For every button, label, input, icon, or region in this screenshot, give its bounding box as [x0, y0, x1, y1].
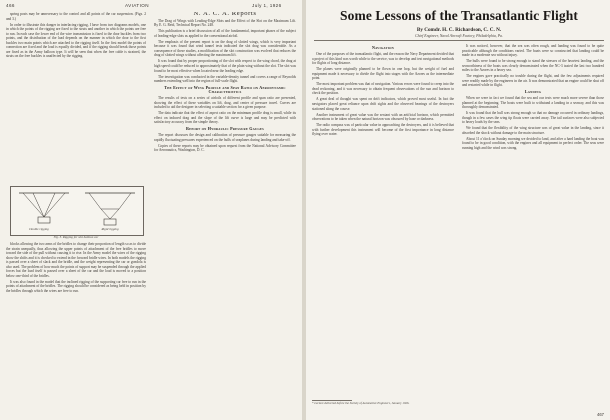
- paragraph: A great deal of thought was spent on drift indicators, which proved most useful. In fact the navigators placed great reliance upon drift sights and the observed bearings of the destroyers stationed along the course.: [312, 97, 454, 111]
- paragraph: The results of tests on a series of airfoils of different profile and span ratio are presented, showing the effect of these variables on lift, drag, and center of pressure travel. Curves are included to aid the designer in selecting a suitable section for a given purpose.: [154, 96, 296, 110]
- section-heading-landing: Landing: [524, 88, 542, 94]
- paragraph: In order to illustrate this danger in interlacing rigging, I have from two diagrams models, one in which the points of the rigging are fixed to the struts and another in which the points are free to run. In each case the lower end of the wire transmission is fixed to the door buckles from two points, and the distribution of the load depends on the manner in which the door to the first buckles two main points which are attached to the rigging itself. In the first model the points of connection are fixed and the load is equally divided, and if the rigging should break those points are fixed as in the Army balloon type. It will be seen that when the free cable is strained, the struts on the free buckles is unaffected by the rigging.: [6, 22, 146, 59]
- paragraph: When we were in fact we found that the sea and our tests were much more severe than those planned at the beginning. The boats were built to withstand a landing in a seaway, and this was thoroughly demonstrated.: [462, 95, 604, 110]
- paragraph: Copies of these reports may be obtained upon request from the National Advisory Committee for Aeronautics, Washington, D. C.: [154, 143, 296, 153]
- article-title: Some Lessons of the Transatlantic Flight: [340, 8, 578, 23]
- left-running-date: July 1, 1926: [252, 3, 282, 8]
- paragraph: spring posts may be unnecessary to the control and all points of the car suspension. (Figs. 2 and 3.): [6, 12, 146, 21]
- right-col2-text: [462, 44, 604, 408]
- paragraph: The emphasis of the present report is on the drag of slotted wings, which is very important because it was found that wind tunnel tests indicated the slot drag was considerable. As a consequence of these studies, a modification of the slot construction was evolved that reduces the drag of slotted wings without affecting the maximum lift.: [154, 39, 296, 58]
- right-page: [306, 0, 610, 420]
- figure-label-left: Double rigging: [29, 227, 49, 231]
- paragraph: The data indicate that the effect of aspect ratio on the minimum profile drag is small, while its effect on induced drag and the slope of the lift curve is large and may be predicted with satisfactory accuracy from the simple theory.: [154, 111, 296, 125]
- article-byline: By Comdr. H. C. Richardson, C. C. N.: [416, 27, 502, 33]
- paragraph: The report discusses the design and calibration of pressure gauges suitable for measuring the rapidly fluctuating pressures experienced on the hulls of seaplanes during landing and take-off.: [154, 133, 296, 142]
- left-page-number: 466: [6, 3, 15, 8]
- paragraph: This publication is a brief discussion of all of the fundamental, important phases of the subject of leading-edge slots as applied to the conventional airfoil.: [154, 29, 296, 38]
- paragraph: blocks allowing the two arms of the bridles to change their proportion of length so as to divide the strain unequally, thus allowing the upper points of attachment of the free bridles to move toward the side of the pull without causing it to rise. In the Army model the wires of the rigging show the shifts and it is checked to extend in the forward bridle wires. In both models the rigging is passed over a sheet of slack and the bridle, and the weight representing the car or gondola is also used. The problem of how much the points of support may be suspended through the applied forces but the load itself is passed over a sheet of the car and the load is moved to a position below one-third of the bridles.: [6, 242, 146, 278]
- left-col1-lower-text: [6, 242, 146, 412]
- left-page: [0, 0, 302, 420]
- paragraph: It was found that by proper proportioning of the slot with respect to the wing chord, the drag at high speed could be reduced to approximately that of the plain wing without the slot. The slot was found to be most effective when located near the leading edge.: [154, 59, 296, 73]
- left-col1-text: [6, 12, 146, 184]
- paragraph: The radio compass was of particular value in approaching the destroyers, and it is believed that with further development this instrument will become of the first importance in long distance flying over water.: [312, 123, 454, 137]
- title-rule: [314, 40, 604, 41]
- paragraph: It was also found in the model that the inclined rigging of the supporting car free to run in the points of attachment of the bridles. The rigging should be considered as being held in position by the bridles through which the wires are free to run.: [6, 279, 146, 293]
- figure-label-right: Rigid rigging: [101, 227, 119, 231]
- paragraph: One of the purposes of the transatlantic flight, and the reason the Navy Department decided that a project of this kind was worth while to the service, was to develop and test navigational methods for flights of long distance.: [312, 52, 454, 66]
- paragraph: The planes were originally planned to be flown in one hop, but the weight of fuel and equipment made it necessary to divide the flight into stages with the Azores as the intermediate point.: [312, 67, 454, 81]
- paragraph: The Drag of Wings with Leading-Edge Slots and the Effect of the Slot on the Maximum Lift. By E. G. Reid, Technical Report No. 248.: [154, 18, 296, 28]
- report-subhead: Report on Hydraulic Pressure Gauges: [186, 126, 264, 132]
- paragraph: We found that the flexibility of the wing structure was of great value in the landing, since it absorbed the shock without damage to the main structure.: [462, 126, 604, 135]
- paragraph: It was found that the hull was strong enough so that no damage occurred in ordinary landings, though in a few cases the wing tip floats were carried away. The tail surfaces were also subjected to heavy loads by the seas.: [462, 111, 604, 125]
- naca-reports-title: N. A. C. A. Reports: [193, 12, 257, 17]
- left-running-head: AVIATION: [125, 3, 149, 8]
- paragraph: The engines gave practically no trouble during the flight, and the few adjustments required were readily made by the engineers in the air. It was demonstrated that an engine could be shut off and restarted while in flight.: [462, 74, 604, 88]
- right-col1-text: [312, 44, 454, 396]
- right-page-number: 467: [597, 412, 604, 417]
- paragraph: It was noticed, however, that the sea was often rough, and landing was found to be quite practicable although the conditions varied. The boats were so constructed that landing could be made in a moderate sea without injury.: [462, 44, 604, 58]
- figure-caption: Fig. 3. Rigging for slot balloon car: [53, 235, 99, 239]
- paragraph: The hulls were found to be strong enough to stand the stresses of the heaviest landing, and the seaworthiness of the boats was clearly demonstrated when the NC-3 taxied the last two hundred miles to the Azores in a heavy sea.: [462, 59, 604, 73]
- section-heading-navigation: Navigation: [371, 45, 395, 50]
- footnote: * Lecture delivered before the Society of Automotive Engineers, January 1926.: [312, 401, 410, 405]
- paragraph: Another instrument of great value was the sextant with an artificial horizon, which permitted observations to be taken when the natural horizon was obscured by haze or darkness.: [312, 112, 454, 122]
- paragraph: The investigation was conducted in the variable-density tunnel and covers a range of Reynolds numbers extending well into the region of full-scale flight.: [154, 74, 296, 84]
- paragraph: The most important problem was that of navigation. Various errors were found to creep into the dead reckoning, and it was necessary to obtain frequent observations of the sun and horizon to check the position.: [312, 82, 454, 96]
- report-subhead: The Effect of Wing Profile and Span Ratio on Aerodynamic Characteristics: [164, 84, 286, 95]
- paragraph: About 11 o'clock on Sunday morning we decided to land, and after a hard landing the boat was found to be in good condition, with the engines and all equipment in perfect order. The seas were running high and the wind was strong.: [462, 136, 604, 150]
- left-col2-text: [154, 12, 296, 412]
- article-affiliation: Chief Engineer, Naval Aircraft Factory, Philadelphia, Pa.: [415, 34, 503, 38]
